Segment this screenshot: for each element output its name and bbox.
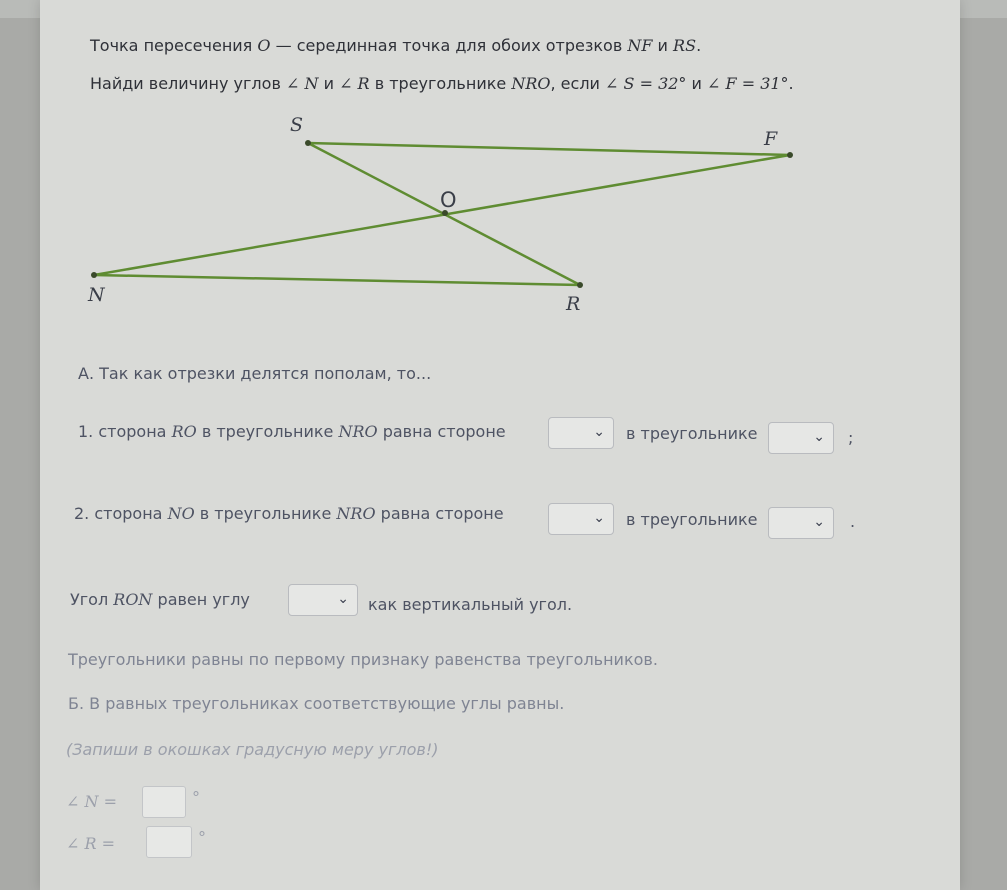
- task-text: , если: [550, 74, 600, 93]
- chevron-down-icon: ⌄: [593, 510, 605, 526]
- math-rs: RS: [673, 36, 697, 55]
- angle-n-input[interactable]: [142, 786, 186, 818]
- chevron-down-icon: ⌄: [593, 424, 605, 440]
- chevron-down-icon: ⌄: [813, 429, 825, 445]
- math-cond-s: ∠ S = 32°: [605, 74, 687, 93]
- task-text: Найди величину углов: [90, 74, 281, 93]
- step-1-side-select[interactable]: [548, 417, 614, 449]
- step-2-in-triangle: в треугольнике: [626, 510, 758, 529]
- step-1-in-triangle: в треугольнике: [626, 424, 758, 443]
- part-a-heading: А. Так как отрезки делятся пополам, то...: [78, 364, 432, 383]
- step-1-triangle-select[interactable]: [768, 422, 834, 454]
- label-o: O: [440, 188, 457, 212]
- step-text: Угол: [70, 590, 109, 609]
- label-n: N: [88, 284, 105, 306]
- math-cond-f: ∠ F = 31°: [707, 74, 789, 93]
- task-text: — серединная точка для обоих отрезков: [275, 36, 623, 55]
- point-n: [91, 272, 97, 278]
- geometry-figure: [0, 0, 1007, 340]
- step-text: равна стороне: [380, 504, 504, 523]
- part-b-hint: (Запиши в окошках градусную меру углов!): [66, 740, 439, 759]
- step-2-side-select[interactable]: [548, 503, 614, 535]
- step-text: равен углу: [157, 590, 250, 609]
- degree-sign: °: [198, 828, 206, 847]
- math-nf: NF: [627, 36, 653, 55]
- step-text: равна стороне: [382, 422, 506, 441]
- part-b-heading: Б. В равных треугольниках соответствующие углы равны.: [68, 694, 565, 713]
- point-f: [787, 152, 793, 158]
- angle-r-label: ∠ R =: [66, 834, 116, 853]
- label-s: S: [290, 114, 304, 136]
- point-r: [577, 282, 583, 288]
- step-1-end: ;: [848, 428, 854, 447]
- task-line-1: Точка пересечения O — серединная точка для обоих отрезков NF и RS.: [90, 36, 702, 55]
- chevron-down-icon: ⌄: [337, 591, 349, 607]
- step-1-text: [78, 422, 506, 441]
- chevron-down-icon: ⌄: [813, 514, 825, 530]
- math-o: O: [257, 36, 271, 55]
- vertical-angle-select[interactable]: [288, 584, 358, 616]
- point-s: [305, 140, 311, 146]
- task-text: .: [788, 74, 794, 93]
- label-f: F: [764, 128, 778, 150]
- angle-line-suffix: как вертикальный угол.: [368, 595, 573, 614]
- math-nro: NRO: [511, 74, 551, 93]
- math-nro: NRO: [338, 422, 378, 441]
- step-text: в треугольнике: [199, 504, 332, 523]
- math-nro: NRO: [336, 504, 376, 523]
- conclusion-text: Треугольники равны по первому признаку равенства треугольников.: [68, 650, 658, 669]
- segment-nf: [94, 155, 790, 275]
- segment-sf: [308, 143, 790, 155]
- degree-sign: °: [192, 788, 200, 807]
- angle-line-text: [70, 590, 250, 609]
- step-text: 1. сторона: [78, 422, 167, 441]
- task-text: и: [691, 74, 702, 93]
- step-2-text: [74, 504, 504, 523]
- step-text: в треугольнике: [201, 422, 334, 441]
- step-2-triangle-select[interactable]: [768, 507, 834, 539]
- segment-nr: [94, 275, 580, 285]
- step-2-end: .: [850, 512, 856, 531]
- angle-n-label: ∠ N =: [66, 792, 117, 811]
- task-text: в треугольнике: [374, 74, 507, 93]
- math-ro: RO: [171, 422, 197, 441]
- math-ron: RON: [113, 590, 153, 609]
- task-text: и: [657, 36, 668, 55]
- step-text: 2. сторона: [74, 504, 163, 523]
- task-text: и: [323, 74, 334, 93]
- label-r: R: [566, 293, 581, 315]
- math-no: NO: [167, 504, 195, 523]
- task-text: Точка пересечения: [90, 36, 253, 55]
- math-angle-r: ∠ R: [339, 74, 370, 93]
- math-angle-n: ∠ N: [285, 74, 319, 93]
- angle-r-input[interactable]: [146, 826, 192, 858]
- figure-lines: [94, 143, 790, 285]
